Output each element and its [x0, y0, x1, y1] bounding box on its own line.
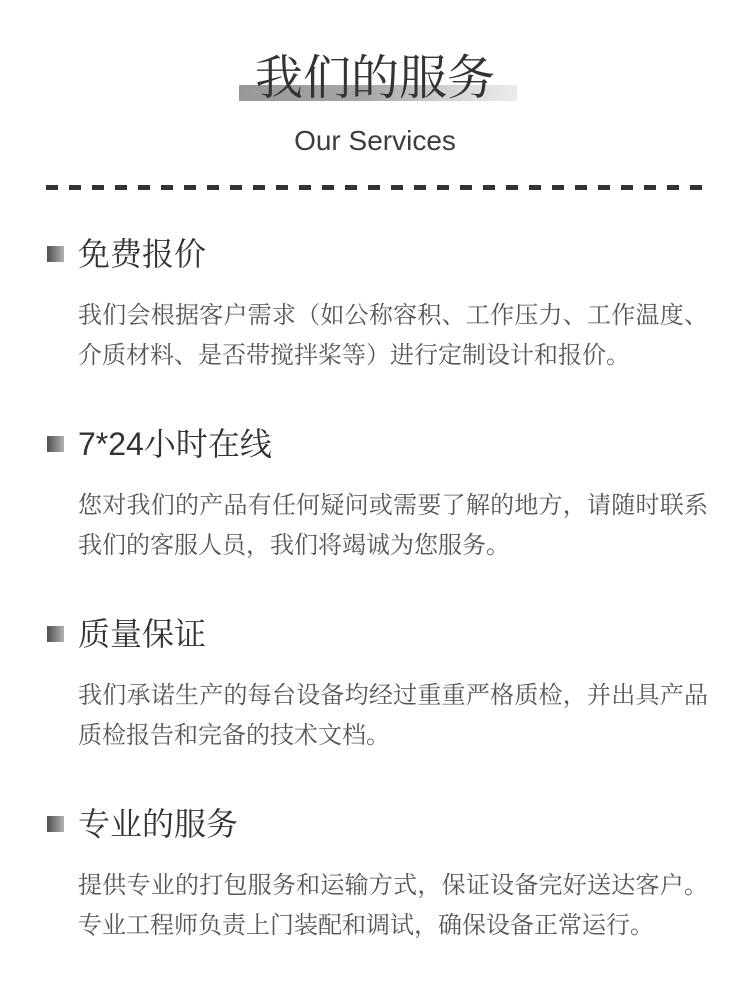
dashed-divider — [46, 185, 707, 190]
service-title: 专业的服务 — [78, 806, 239, 843]
square-bullet-icon — [47, 436, 64, 452]
services-list — [0, 235, 750, 946]
square-bullet-icon — [47, 816, 64, 832]
service-heading-row — [47, 425, 708, 463]
service-description: 我们会根据客户需求（如公称容积、工作压力、工作温度、介质材料、是否带搅拌桨等）进行定制设计和报价。 — [78, 302, 708, 370]
service-heading-row — [47, 235, 708, 273]
service-item-quality-assurance — [47, 615, 708, 756]
service-item-professional-service — [47, 805, 708, 946]
page-title-wrap — [255, 50, 495, 108]
square-bullet-icon — [47, 626, 64, 642]
square-bullet-icon — [47, 246, 64, 262]
page-title: 我们的服务 — [254, 52, 495, 105]
service-heading-row — [47, 805, 708, 843]
service-description: 提供专业的打包服务和运输方式，保证设备完好送达客户。专业工程师负责上门装配和调试，确保设备正常运行。 — [78, 872, 708, 940]
service-item-online-support — [47, 425, 708, 566]
services-header — [0, 0, 750, 157]
service-description: 您对我们的产品有任何疑问或需要了解的地方，请随时联系我们的客服人员，我们将竭诚为您服务。 — [78, 492, 708, 560]
service-title: 7*24小时在线 — [78, 426, 272, 463]
service-description: 我们承诺生产的每台设备均经过重重严格质检，并出具产品质检报告和完备的技术文档。 — [78, 682, 708, 750]
service-title: 质量保证 — [78, 616, 207, 653]
service-heading-row — [47, 615, 708, 653]
service-item-free-quote — [47, 235, 708, 376]
service-title: 免费报价 — [78, 236, 207, 273]
page-subtitle: Our Services — [294, 124, 456, 156]
